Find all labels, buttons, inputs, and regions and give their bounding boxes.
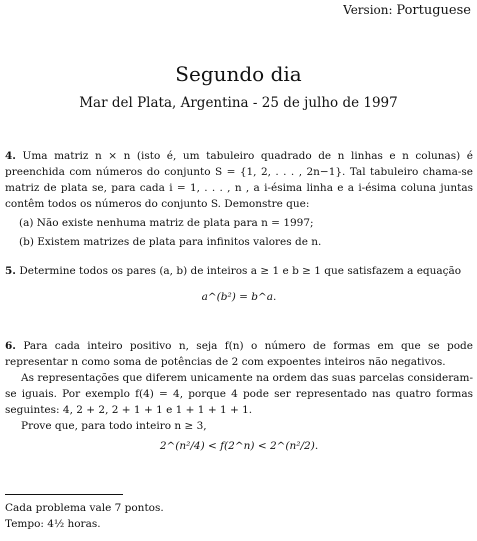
footer-points: Cada problema vale 7 pontos. [5,502,164,514]
footnote-divider [5,494,123,495]
problem-4-statement [5,148,473,212]
problem-4-number: 4. [5,150,16,162]
problem-6-statement [5,338,473,370]
problem-5-number: 5. [5,265,16,277]
problem-5-equation: a^(b²) = b^a. [201,291,277,303]
problem-6-paragraph-2: As representações que diferem unicamente na ordem das suas parcelas consideram-se iguais. Por exemplo f(4) = 4, porque 4 pode ser representado nas quatro formas seguintes: 4, 2 + 2, 2 + 1 + 1 e 1 + 1 + 1 + 1. [5,372,473,416]
problem-6-paragraph-3: Prove que, para todo inteiro n ≥ 3, [21,420,207,432]
version-label-prefix: Version: [343,3,393,17]
page-title: Segundo dia [175,62,302,86]
problem-5 [5,263,473,305]
problem-4-item-a: (a) Não existe nenhuma matriz de plata para n = 1997; [19,217,314,229]
problem-4-item-b: (b) Existem matrizes de plata para infinitos valores de n. [19,236,322,248]
problem-6-number: 6. [5,340,16,352]
problem-4 [5,148,473,250]
problem-6-text: Para cada inteiro positivo n, seja f(n) o número de formas em que se pode representar n como soma de potências de 2 com expoentes inteiros não negativos. [5,340,473,368]
page-subtitle: Mar del Plata, Argentina - 25 de julho de 1997 [79,95,398,111]
problem-5-text: Determine todos os pares (a, b) de inteiros a ≥ 1 e b ≥ 1 que satisfazem a equação [19,265,462,277]
problem-5-statement [5,263,473,279]
version-label [343,3,471,18]
footer-time: Tempo: 4½ horas. [5,518,101,530]
problem-6 [5,338,473,454]
version-language: Portuguese [396,3,471,18]
problem-6-inequality: 2^(n²/4) < f(2^n) < 2^(n²/2). [159,440,319,452]
problem-4-text: Uma matriz n × n (isto é, um tabuleiro quadrado de n linhas e n colunas) é preenchida com números do conjunto S = {1, 2, . . . , 2n−1}. Tal tabuleiro chama-se matriz de plata se, para cada i = 1, . . . , n , a i-ésima linha e a i-ésima coluna juntas contêm todos os números do conjunto S. Demonstre que: [5,150,473,210]
